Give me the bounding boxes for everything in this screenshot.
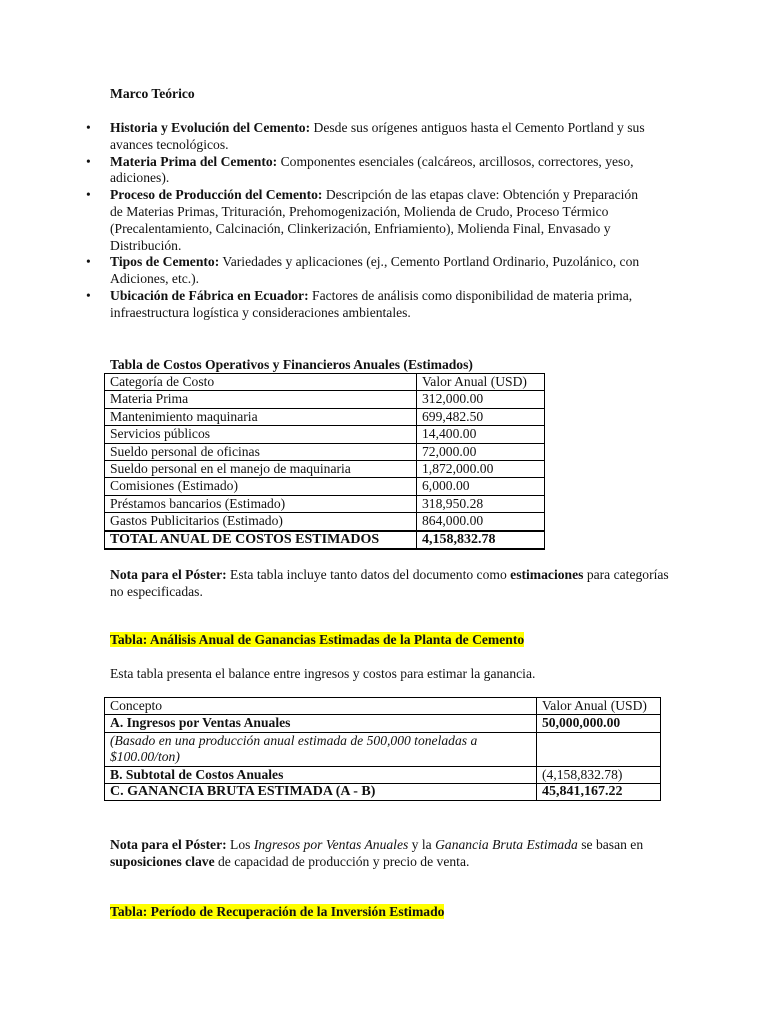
- header-cell: Valor Anual (USD): [537, 698, 661, 715]
- table-row: [105, 766, 661, 783]
- note-bold: estimaciones: [510, 567, 584, 582]
- costs-label: B. Subtotal de Costos Anuales: [105, 766, 537, 783]
- costs-value: (4,158,832.78): [537, 766, 661, 783]
- table-row: [105, 732, 661, 766]
- bullet-text: Descripción de las etapas clave: Obtención y Preparación de Materias Primas, Trituración, Prehomogenización, Molienda de Crudo, Proceso Térmico (Precalentamiento, Calcinación, Clinkerización, Enfriamiento), Molienda Final, Envasado y Distribución.: [110, 187, 638, 253]
- bullet-icon: •: [86, 254, 91, 270]
- cost-value: 72,000.00: [417, 443, 545, 460]
- total-row: [105, 531, 545, 549]
- profit-intro: Esta tabla presenta el balance entre ingresos y costos para estimar la ganancia.: [110, 666, 536, 681]
- profit-label: C. GANANCIA BRUTA ESTIMADA (A - B): [105, 784, 537, 801]
- profit-heading: [110, 632, 524, 648]
- table-row: [105, 513, 545, 531]
- profit-value: 45,841,167.22: [537, 784, 661, 801]
- bullet-icon: •: [86, 187, 91, 203]
- table-row: [105, 495, 545, 512]
- header-cell: Concepto: [105, 698, 537, 715]
- cost-category: Sueldo personal de oficinas: [105, 443, 417, 460]
- cost-category: Préstamos bancarios (Estimado): [105, 495, 417, 512]
- bullet-text: Variedades y aplicaciones (ej., Cemento Portland Ordinario, Puzolánico, con Adiciones, etc.).: [110, 254, 640, 287]
- table-row: [105, 715, 661, 732]
- highlighted-heading: Tabla: Período de Recuperación de la Inversión Estimado: [110, 904, 445, 919]
- costs-table: [104, 373, 545, 550]
- empty-cell: [537, 732, 661, 766]
- table-row: [105, 443, 545, 460]
- note-italic: Ingresos por Ventas Anuales: [253, 837, 409, 852]
- bullet-label: Tipos de Cemento:: [110, 254, 220, 270]
- header-cell: Categoría de Costo: [105, 374, 417, 391]
- note-text: se basan en: [577, 837, 644, 852]
- bullet-icon: •: [86, 153, 91, 169]
- profit-row: [105, 784, 661, 801]
- poster-note-profit: [110, 836, 670, 870]
- note-label: Nota para el Póster:: [110, 837, 227, 852]
- note-text: Los: [226, 837, 254, 852]
- table-row: [105, 426, 545, 443]
- total-value: 4,158,832.78: [417, 531, 545, 549]
- basis-note-text: (Basado en una producción anual estimada de 500,000 toneladas a $100.00/ton): [110, 732, 478, 765]
- bullet-item: [86, 120, 650, 154]
- cost-value: 699,482.50: [417, 408, 545, 425]
- cost-value: 1,872,000.00: [417, 461, 545, 478]
- bullet-label: Materia Prima del Cemento:: [110, 153, 278, 169]
- bullet-item: [86, 287, 650, 322]
- income-value: 50,000,000.00: [537, 715, 661, 732]
- cost-value: 318,950.28: [417, 495, 545, 512]
- bullet-text: Componentes esenciales (calcáreos, arcillosos, correctores, yeso, adiciones).: [110, 153, 634, 186]
- cost-category: Sueldo personal en el manejo de maquinaria: [105, 461, 417, 478]
- payback-heading: [110, 904, 444, 920]
- note-label: Nota para el Póster:: [110, 567, 227, 582]
- basis-note: [105, 732, 537, 766]
- table-header-row: [105, 698, 661, 715]
- table-row: [105, 461, 545, 478]
- bullet-item: [86, 254, 650, 288]
- note-text: y la: [408, 837, 436, 852]
- bullet-text: Factores de análisis como disponibilidad de materia prima, infraestructura logística y consideraciones ambientales.: [110, 287, 633, 320]
- note-italic: Ganancia Bruta Estimada: [435, 837, 578, 852]
- bullet-text: Desde sus orígenes antiguos hasta el Cemento Portland y sus avances tecnológicos.: [110, 120, 645, 152]
- cost-value: 312,000.00: [417, 391, 545, 408]
- note-text: de capacidad de producción y precio de venta.: [214, 854, 470, 869]
- cost-value: 6,000.00: [417, 478, 545, 495]
- bullet-label: Proceso de Producción del Cemento:: [110, 187, 323, 203]
- bullet-label: Ubicación de Fábrica en Ecuador:: [110, 287, 309, 303]
- cost-value: 864,000.00: [417, 513, 545, 531]
- bullet-icon: •: [86, 287, 91, 303]
- profit-table: [104, 697, 661, 801]
- note-text: Esta tabla incluye tanto datos del documento como: [226, 567, 511, 582]
- cost-category: Comisiones (Estimado): [105, 478, 417, 495]
- table-row: [105, 408, 545, 425]
- total-label: TOTAL ANUAL DE COSTOS ESTIMADOS: [105, 531, 417, 549]
- highlighted-heading: Tabla: Análisis Anual de Ganancias Estimadas de la Planta de Cemento: [110, 632, 525, 647]
- theory-bullet-list: [86, 120, 650, 322]
- income-label: A. Ingresos por Ventas Anuales: [105, 715, 537, 732]
- bullet-item: [86, 187, 650, 254]
- cost-value: 14,400.00: [417, 426, 545, 443]
- cost-category: Materia Prima: [105, 391, 417, 408]
- section-title: Marco Teórico: [110, 86, 195, 101]
- cost-category: Gastos Publicitarios (Estimado): [105, 513, 417, 531]
- header-cell: Valor Anual (USD): [417, 374, 545, 391]
- cost-category: Mantenimiento maquinaria: [105, 408, 417, 425]
- cost-category: Servicios públicos: [105, 426, 417, 443]
- note-text: para categorías no especificadas.: [110, 567, 669, 599]
- bullet-icon: •: [86, 120, 91, 135]
- bullet-item: [86, 153, 650, 188]
- table-row: [105, 478, 545, 495]
- poster-note-costs: [110, 566, 670, 600]
- note-bold: suposiciones clave: [110, 854, 215, 869]
- bullet-label: Historia y Evolución del Cemento:: [110, 120, 311, 135]
- table-header-row: [105, 374, 545, 391]
- table-row: [105, 391, 545, 408]
- costs-table-caption: Tabla de Costos Operativos y Financieros Anuales (Estimados): [110, 357, 473, 372]
